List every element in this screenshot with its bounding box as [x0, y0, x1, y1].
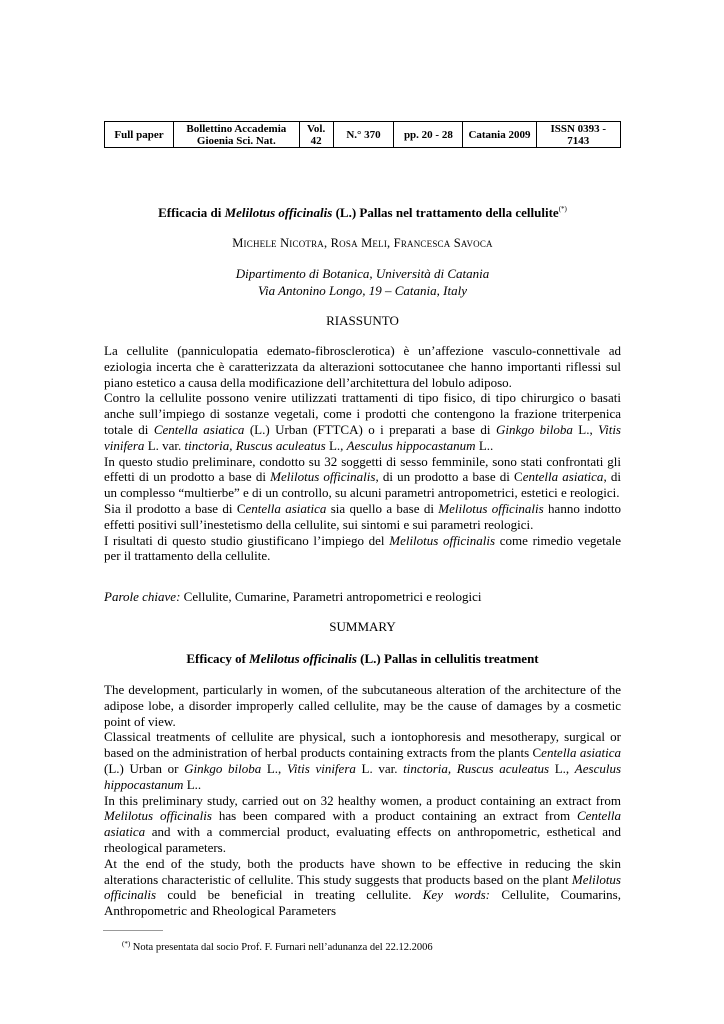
page-range: pp. 20 - 28: [394, 122, 463, 148]
issue-number: N.° 370: [333, 122, 394, 148]
footnote: (*) Nota presentata dal socio Prof. F. Furnari nell’adunanza del 22.12.2006: [122, 940, 433, 953]
riassunto-paragraph: La cellulite (panniculopatia edemato-fibrosclerotica) è un’affezione vasculo-connettivale ad eziologia incerta che è caratterizzata da alterazioni sottocutanee che hanno importanti riflessi sul piano estetico a causa della modificazione dell’architettura del lobulo adiposo.: [104, 343, 621, 390]
journal-name: Bollettino Accademia Gioenia Sci. Nat.: [174, 122, 300, 148]
summary-paragraph: At the end of the study, both the products have shown to be effective in reducing the skin alterations characteristic of cellulite. This study suggests that products based on the plant Melilotus officinalis could be beneficial in treating cellulite. Key words: Cellulite, Coumarins, Anthropometric and Rheological Parameters: [104, 855, 621, 919]
affiliation: Dipartimento di Botanica, Università di Catania Via Antonino Longo, 19 – Catania, Italy: [235, 266, 490, 298]
paper-title: Efficacia di Melilotus officinalis (L.) Pallas nel trattamento della cellulite(*): [158, 205, 567, 220]
summary-body: [104, 682, 621, 919]
volume: Vol. 42: [299, 122, 333, 148]
riassunto-body: [104, 343, 621, 564]
authors: Michele Nicotra, Rosa Meli, Francesca Savoca: [232, 236, 493, 250]
summary-title: Efficacy of Melilotus officinalis (L.) Pallas in cellulitis treatment: [186, 651, 539, 666]
riassunto-paragraph: Contro la cellulite possono venire utilizzati trattamenti di tipo fisico, di tipo chirurgico o basati anche sull’impiego di sostanze vegetali, come i prodotti che contengono la frazione triterpenica totale di Centella asiatica (L.) Urban (FTTCA) o i preparati a base di Ginkgo biloba L., Vitis vinifera L. var. tinctoria, Ruscus aculeatus L., Aesculus hippocastanum L..: [104, 390, 621, 453]
riassunto-paragraph: In questo studio preliminare, condotto su 32 soggetti di sesso femminile, sono stati confrontati gli effetti di un prodotto a base di Melilotus officinalis, di un prodotto a base di Centella asiatica, di un complesso “multierbe” e di un controllo, su alcuni parametri antropometrici, estetici e reologici.: [104, 453, 621, 501]
riassunto-keywords: Parole chiave: Cellulite, Cumarine, Parametri antropometrici e reologici: [104, 589, 482, 604]
issn: ISSN 0393 - 7143: [536, 122, 620, 148]
summary-paragraph: Classical treatments of cellulite are physical, such a iontophoresis and mesotherapy, surgical or based on the administration of herbal products containing extracts from the plants Centella asiatica (L.) Urban or Ginkgo biloba L., Vitis vinifera L. var. tinctoria, Ruscus aculeatus L., Aesculus hippocastanum L..: [104, 729, 622, 792]
place-year: Catania 2009: [463, 122, 536, 148]
riassunto-heading: RIASSUNTO: [326, 313, 399, 328]
paper-type: Full paper: [105, 122, 174, 148]
footnote-separator: [103, 930, 163, 931]
summary-paragraph: In this preliminary study, carried out on 32 healthy women, a product containing an extract from Melilotus officinalis has been compared with a product containing an extract from Centella asiatica and with a commercial product, evaluating effects on anthropometric, esthetical and rheological parameters.: [104, 792, 621, 855]
riassunto-paragraph: Sia il prodotto a base di Centella asiatica sia quello a base di Melilotus officinalis hanno indotto effetti positivi sull’inestetismo della cellulite, sui sintomi e sui parametri reologici.: [104, 500, 621, 532]
footnote-mark: (*): [558, 205, 567, 213]
riassunto-paragraph: I risultati di questo studio giustificano l’impiego del Melilotus officinalis come rimedio vegetale per il trattamento della cellulite.: [104, 532, 622, 564]
journal-header-table: [104, 121, 621, 148]
summary-heading: SUMMARY: [329, 619, 396, 634]
summary-paragraph: The development, particularly in women, of the subcutaneous alteration of the architecture of the adipose lobe, a disorder improperly called cellulite, may be the cause of damages by a cosmetic point of view.: [104, 682, 621, 729]
